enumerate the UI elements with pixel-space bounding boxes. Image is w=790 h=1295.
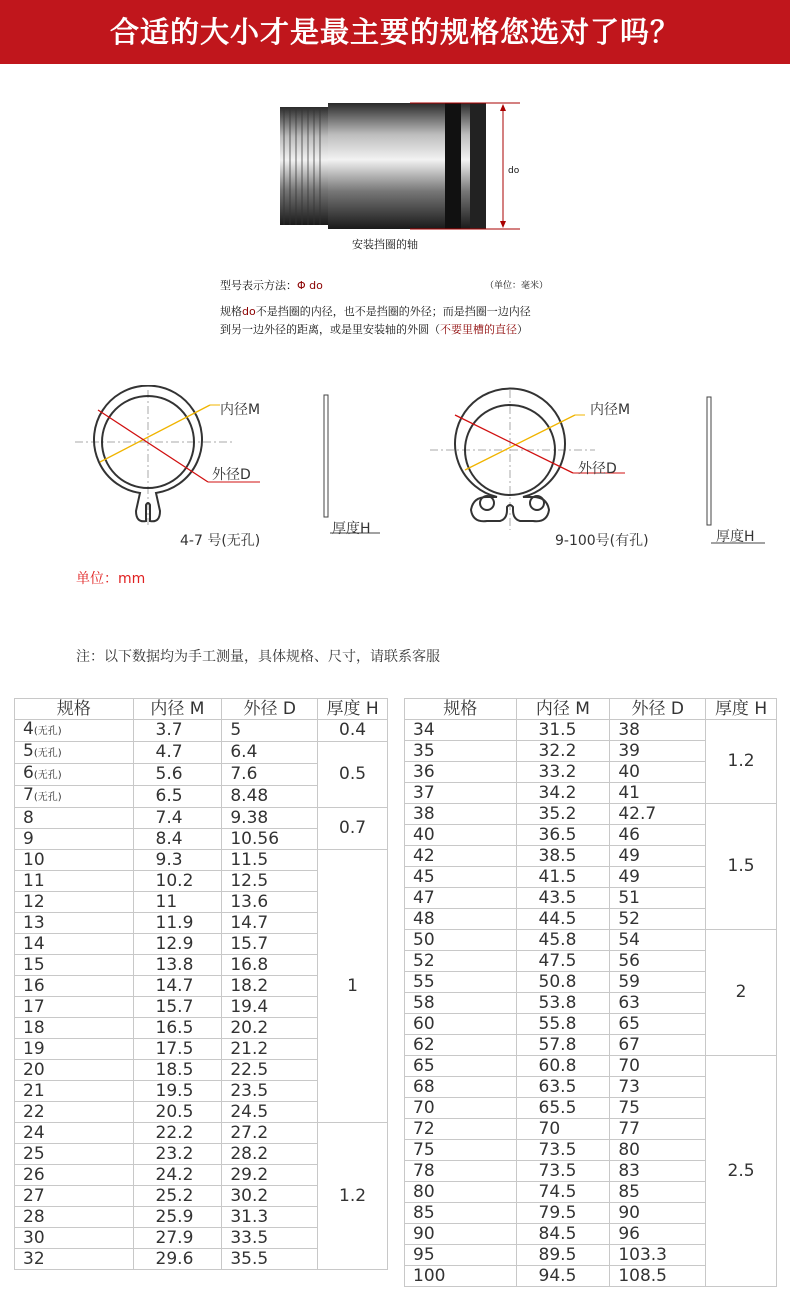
inner-diameter-cell: 11: [133, 892, 222, 913]
spec-number: 17: [23, 996, 45, 1017]
thickness-cell: 0.7: [318, 808, 388, 850]
spec-number: 34: [413, 719, 435, 740]
spec-number: 11: [23, 870, 45, 891]
inner-diameter-cell: 70: [516, 1119, 610, 1140]
no-hole-tag: (无孔): [33, 748, 62, 759]
outer-diameter-cell: 12.5: [222, 871, 318, 892]
spec-number: 55: [413, 971, 435, 992]
left-inner-diameter-label: 内径M: [220, 402, 261, 418]
outer-diameter-cell: 35.5: [222, 1249, 318, 1270]
spec-cell: [15, 1186, 134, 1207]
inner-diameter-cell: 23.2: [133, 1144, 222, 1165]
spec-number: 5: [23, 741, 34, 761]
spec-number: 40: [413, 824, 435, 845]
outer-diameter-cell: 40: [610, 762, 706, 783]
outer-diameter-cell: 46: [610, 825, 706, 846]
outer-diameter-cell: 67: [610, 1035, 706, 1056]
inner-diameter-cell: 73.5: [516, 1161, 610, 1182]
outer-diameter-cell: 39: [610, 741, 706, 762]
spec-cell: [15, 955, 134, 976]
column-header: 规格: [15, 699, 134, 720]
spec-cell: [15, 1228, 134, 1249]
spec-cell: [15, 764, 134, 786]
spec-number: 100: [413, 1265, 446, 1286]
spec-cell: [15, 1060, 134, 1081]
outer-diameter-cell: 85: [610, 1182, 706, 1203]
outer-diameter-cell: 29.2: [222, 1165, 318, 1186]
spec-number: 21: [23, 1080, 45, 1101]
table-row: [15, 742, 388, 764]
explanation-do: do: [242, 305, 256, 318]
inner-diameter-cell: 24.2: [133, 1165, 222, 1186]
spec-cell: [405, 888, 517, 909]
spec-cell: [15, 850, 134, 871]
table-row: [405, 1056, 777, 1077]
column-header: 外径 D: [610, 699, 706, 720]
outer-diameter-cell: 73: [610, 1077, 706, 1098]
outer-diameter-cell: 51: [610, 888, 706, 909]
inner-diameter-cell: 94.5: [516, 1266, 610, 1287]
spec-number: 9: [23, 828, 34, 849]
spec-cell: [405, 825, 517, 846]
spec-number: 27: [23, 1185, 45, 1206]
spec-number: 13: [23, 912, 45, 933]
spec-cell: [15, 1039, 134, 1060]
inner-diameter-cell: 47.5: [516, 951, 610, 972]
spec-number: 7: [23, 785, 34, 805]
outer-diameter-cell: 80: [610, 1140, 706, 1161]
outer-diameter-cell: 30.2: [222, 1186, 318, 1207]
right-inner-diameter-label: 内径M: [590, 402, 631, 418]
inner-diameter-cell: 31.5: [516, 720, 610, 741]
spec-number: 6: [23, 763, 34, 783]
spec-cell: [405, 804, 517, 825]
spec-cell: [15, 1249, 134, 1270]
inner-diameter-cell: 29.6: [133, 1249, 222, 1270]
inner-diameter-cell: 8.4: [133, 829, 222, 850]
table-row: [15, 720, 388, 742]
inner-diameter-cell: 44.5: [516, 909, 610, 930]
inner-diameter-cell: 5.6: [133, 764, 222, 786]
spec-number: 20: [23, 1059, 45, 1080]
spec-cell: [405, 720, 517, 741]
spec-number: 47: [413, 887, 435, 908]
spec-number: 12: [23, 891, 45, 912]
unit-label: 单位：mm: [76, 571, 146, 587]
outer-diameter-cell: 24.5: [222, 1102, 318, 1123]
spec-table-right: [404, 698, 777, 1287]
outer-diameter-cell: 49: [610, 867, 706, 888]
spec-cell: [405, 951, 517, 972]
spec-cell: [405, 1245, 517, 1266]
spec-number: 14: [23, 933, 45, 954]
inner-diameter-cell: 34.2: [516, 783, 610, 804]
inner-diameter-cell: 20.5: [133, 1102, 222, 1123]
spec-number: 38: [413, 803, 435, 824]
spec-cell: [405, 867, 517, 888]
inner-diameter-cell: 13.8: [133, 955, 222, 976]
spec-number: 85: [413, 1202, 435, 1223]
spec-number: 28: [23, 1206, 45, 1227]
inner-diameter-cell: 53.8: [516, 993, 610, 1014]
inner-diameter-cell: 17.5: [133, 1039, 222, 1060]
spec-number: 60: [413, 1013, 435, 1034]
column-header: 内径 M: [133, 699, 222, 720]
spec-number: 58: [413, 992, 435, 1013]
shaft-illustration: [270, 95, 530, 240]
no-hole-tag: (无孔): [33, 726, 62, 737]
spec-cell: [405, 741, 517, 762]
table-row: [15, 850, 388, 871]
inner-diameter-cell: 7.4: [133, 808, 222, 829]
outer-diameter-cell: 56: [610, 951, 706, 972]
no-hole-tag: (无孔): [33, 770, 62, 781]
table-header-row: [405, 699, 777, 720]
spec-cell: [405, 1014, 517, 1035]
spec-cell: [405, 762, 517, 783]
inner-diameter-cell: 3.7: [133, 720, 222, 742]
spec-number: 90: [413, 1223, 435, 1244]
column-header: 内径 M: [516, 699, 610, 720]
outer-diameter-cell: 13.6: [222, 892, 318, 913]
explanation-text: 到另一边外径的距离，或是里安装轴的外圆（: [220, 323, 440, 336]
spec-number: 70: [413, 1097, 435, 1118]
thickness-cell: 1.2: [318, 1123, 388, 1270]
inner-diameter-cell: 55.8: [516, 1014, 610, 1035]
spec-cell: [405, 1035, 517, 1056]
spec-cell: [15, 829, 134, 850]
inner-diameter-cell: 14.7: [133, 976, 222, 997]
spec-cell: [15, 976, 134, 997]
left-thickness-label: 厚度H: [332, 521, 371, 537]
spec-number: 35: [413, 740, 435, 761]
inner-diameter-cell: 45.8: [516, 930, 610, 951]
table-row: [15, 808, 388, 829]
spec-number: 30: [23, 1227, 45, 1248]
inner-diameter-cell: 84.5: [516, 1224, 610, 1245]
spec-number: 19: [23, 1038, 45, 1059]
spec-cell: [405, 1161, 517, 1182]
explanation-warning: 不要里槽的直径: [440, 323, 517, 336]
outer-diameter-cell: 14.7: [222, 913, 318, 934]
inner-diameter-cell: 10.2: [133, 871, 222, 892]
outer-diameter-cell: 108.5: [610, 1266, 706, 1287]
inner-diameter-cell: 50.8: [516, 972, 610, 993]
thickness-cell: 2: [706, 930, 777, 1056]
explanation-text: ）: [517, 323, 528, 336]
spec-cell: [405, 930, 517, 951]
spec-number: 75: [413, 1139, 435, 1160]
spec-number: 4: [23, 719, 34, 739]
outer-diameter-cell: 90: [610, 1203, 706, 1224]
right-thickness-label: 厚度H: [716, 529, 755, 545]
inner-diameter-cell: 35.2: [516, 804, 610, 825]
outer-diameter-cell: 63: [610, 993, 706, 1014]
spec-cell: [15, 1207, 134, 1228]
spec-number: 25: [23, 1143, 45, 1164]
inner-diameter-cell: 27.9: [133, 1228, 222, 1249]
spec-cell: [405, 1224, 517, 1245]
spec-cell: [15, 997, 134, 1018]
right-diagram-caption: 9-100号(有孔): [555, 533, 649, 549]
outer-diameter-cell: 5: [222, 720, 318, 742]
spec-cell: [15, 1123, 134, 1144]
inner-diameter-cell: 16.5: [133, 1018, 222, 1039]
spec-cell: [405, 846, 517, 867]
column-header: 厚度 H: [706, 699, 777, 720]
spec-cell: [15, 1102, 134, 1123]
inner-diameter-cell: 9.3: [133, 850, 222, 871]
outer-diameter-cell: 9.38: [222, 808, 318, 829]
spec-number: 68: [413, 1076, 435, 1097]
outer-diameter-cell: 22.5: [222, 1060, 318, 1081]
inner-diameter-cell: 57.8: [516, 1035, 610, 1056]
right-outer-diameter-label: 外径D: [578, 461, 617, 477]
table-row: [405, 720, 777, 741]
thickness-cell: 1.5: [706, 804, 777, 930]
outer-diameter-cell: 7.6: [222, 764, 318, 786]
spec-cell: [15, 892, 134, 913]
outer-diameter-cell: 23.5: [222, 1081, 318, 1102]
outer-diameter-cell: 42.7: [610, 804, 706, 825]
inner-diameter-cell: 79.5: [516, 1203, 610, 1224]
inner-diameter-cell: 33.2: [516, 762, 610, 783]
inner-diameter-cell: 63.5: [516, 1077, 610, 1098]
inner-diameter-cell: 19.5: [133, 1081, 222, 1102]
spec-cell: [405, 1098, 517, 1119]
spec-cell: [405, 1056, 517, 1077]
outer-diameter-cell: 77: [610, 1119, 706, 1140]
spec-number: 16: [23, 975, 45, 996]
inner-diameter-cell: 32.2: [516, 741, 610, 762]
measurement-note: 注：以下数据均为手工测量，具体规格、尺寸，请联系客服: [76, 649, 440, 665]
spec-explanation: [220, 303, 531, 339]
shaft-caption: 安装挡圈的轴: [352, 238, 418, 251]
spec-number: 62: [413, 1034, 435, 1055]
table-header-row: [15, 699, 388, 720]
inner-diameter-cell: 11.9: [133, 913, 222, 934]
spec-cell: [405, 993, 517, 1014]
spec-number: 36: [413, 761, 435, 782]
outer-diameter-cell: 18.2: [222, 976, 318, 997]
outer-diameter-cell: 96: [610, 1224, 706, 1245]
page-banner-title: 合适的大小才是最主要的规格您选对了吗？: [0, 0, 790, 64]
outer-diameter-cell: 65: [610, 1014, 706, 1035]
outer-diameter-cell: 52: [610, 909, 706, 930]
spec-cell: [15, 1081, 134, 1102]
spec-number: 22: [23, 1101, 45, 1122]
inner-diameter-cell: 73.5: [516, 1140, 610, 1161]
outer-diameter-cell: 54: [610, 930, 706, 951]
outer-diameter-cell: 31.3: [222, 1207, 318, 1228]
spec-cell: [15, 1165, 134, 1186]
spec-number: 95: [413, 1244, 435, 1265]
inner-diameter-cell: 41.5: [516, 867, 610, 888]
outer-diameter-cell: 16.8: [222, 955, 318, 976]
outer-diameter-cell: 20.2: [222, 1018, 318, 1039]
spec-cell: [15, 871, 134, 892]
spec-number: 65: [413, 1055, 435, 1076]
outer-diameter-cell: 75: [610, 1098, 706, 1119]
spec-number: 72: [413, 1118, 435, 1139]
table-row: [405, 804, 777, 825]
spec-cell: [405, 1182, 517, 1203]
spec-cell: [15, 786, 134, 808]
model-label: 型号表示方法：: [220, 279, 297, 292]
explanation-text: 规格: [220, 305, 242, 318]
inner-diameter-cell: 22.2: [133, 1123, 222, 1144]
outer-diameter-cell: 21.2: [222, 1039, 318, 1060]
spec-table-left: [14, 698, 388, 1270]
inner-diameter-cell: 60.8: [516, 1056, 610, 1077]
spec-number: 50: [413, 929, 435, 950]
table-row: [15, 1123, 388, 1144]
spec-cell: [405, 1266, 517, 1287]
no-hole-tag: (无孔): [33, 792, 62, 803]
thickness-cell: 1.2: [706, 720, 777, 804]
inner-diameter-cell: 74.5: [516, 1182, 610, 1203]
outer-diameter-cell: 70: [610, 1056, 706, 1077]
left-outer-diameter-label: 外径D: [212, 467, 251, 483]
outer-diameter-cell: 49: [610, 846, 706, 867]
model-notation: [220, 277, 323, 293]
outer-diameter-cell: 27.2: [222, 1123, 318, 1144]
column-header: 厚度 H: [318, 699, 388, 720]
thickness-cell: 2.5: [706, 1056, 777, 1287]
outer-diameter-cell: 19.4: [222, 997, 318, 1018]
inner-diameter-cell: 12.9: [133, 934, 222, 955]
inner-diameter-cell: 18.5: [133, 1060, 222, 1081]
inner-diameter-cell: 25.9: [133, 1207, 222, 1228]
shaft-dimension-label: do: [508, 166, 520, 176]
spec-number: 78: [413, 1160, 435, 1181]
spec-cell: [405, 1119, 517, 1140]
outer-diameter-cell: 11.5: [222, 850, 318, 871]
outer-diameter-cell: 59: [610, 972, 706, 993]
thickness-cell: 0.4: [318, 720, 388, 742]
spec-cell: [15, 1144, 134, 1165]
inner-diameter-cell: 15.7: [133, 997, 222, 1018]
outer-diameter-cell: 6.4: [222, 742, 318, 764]
spec-number: 26: [23, 1164, 45, 1185]
spec-number: 48: [413, 908, 435, 929]
spec-number: 24: [23, 1122, 45, 1143]
spec-number: 80: [413, 1181, 435, 1202]
spec-number: 18: [23, 1017, 45, 1038]
spec-cell: [405, 1140, 517, 1161]
spec-cell: [405, 972, 517, 993]
outer-diameter-cell: 83: [610, 1161, 706, 1182]
spec-cell: [405, 1203, 517, 1224]
outer-diameter-cell: 8.48: [222, 786, 318, 808]
inner-diameter-cell: 25.2: [133, 1186, 222, 1207]
spec-number: 10: [23, 849, 45, 870]
left-diagram-caption: 4-7 号(无孔): [180, 533, 261, 549]
phi-symbol: Φ: [297, 279, 306, 292]
spec-cell: [15, 808, 134, 829]
spec-cell: [405, 1077, 517, 1098]
phi-suffix: do: [309, 279, 323, 292]
spec-cell: [15, 913, 134, 934]
thickness-cell: 0.5: [318, 742, 388, 808]
inner-diameter-cell: 36.5: [516, 825, 610, 846]
thickness-cell: 1: [318, 850, 388, 1123]
inner-diameter-cell: 43.5: [516, 888, 610, 909]
outer-diameter-cell: 10.56: [222, 829, 318, 850]
inner-diameter-cell: 89.5: [516, 1245, 610, 1266]
outer-diameter-cell: 38: [610, 720, 706, 741]
spec-cell: [15, 934, 134, 955]
table-row: [405, 930, 777, 951]
outer-diameter-cell: 28.2: [222, 1144, 318, 1165]
spec-number: 52: [413, 950, 435, 971]
outer-diameter-cell: 15.7: [222, 934, 318, 955]
column-header: 规格: [405, 699, 517, 720]
inner-diameter-cell: 38.5: [516, 846, 610, 867]
unit-note: （单位：毫米）: [485, 281, 549, 291]
spec-number: 45: [413, 866, 435, 887]
spec-cell: [15, 742, 134, 764]
spec-number: 37: [413, 782, 435, 803]
spec-number: 15: [23, 954, 45, 975]
spec-number: 42: [413, 845, 435, 866]
spec-number: 8: [23, 807, 34, 828]
inner-diameter-cell: 4.7: [133, 742, 222, 764]
outer-diameter-cell: 41: [610, 783, 706, 804]
inner-diameter-cell: 65.5: [516, 1098, 610, 1119]
spec-number: 32: [23, 1248, 45, 1269]
column-header: 外径 D: [222, 699, 318, 720]
spec-cell: [405, 909, 517, 930]
spec-cell: [15, 1018, 134, 1039]
spec-cell: [405, 783, 517, 804]
outer-diameter-cell: 33.5: [222, 1228, 318, 1249]
explanation-text: 不是挡圈的内径，也不是挡圈的外径；而是挡圈一边内径: [255, 305, 531, 318]
outer-diameter-cell: 103.3: [610, 1245, 706, 1266]
inner-diameter-cell: 6.5: [133, 786, 222, 808]
spec-cell: [15, 720, 134, 742]
